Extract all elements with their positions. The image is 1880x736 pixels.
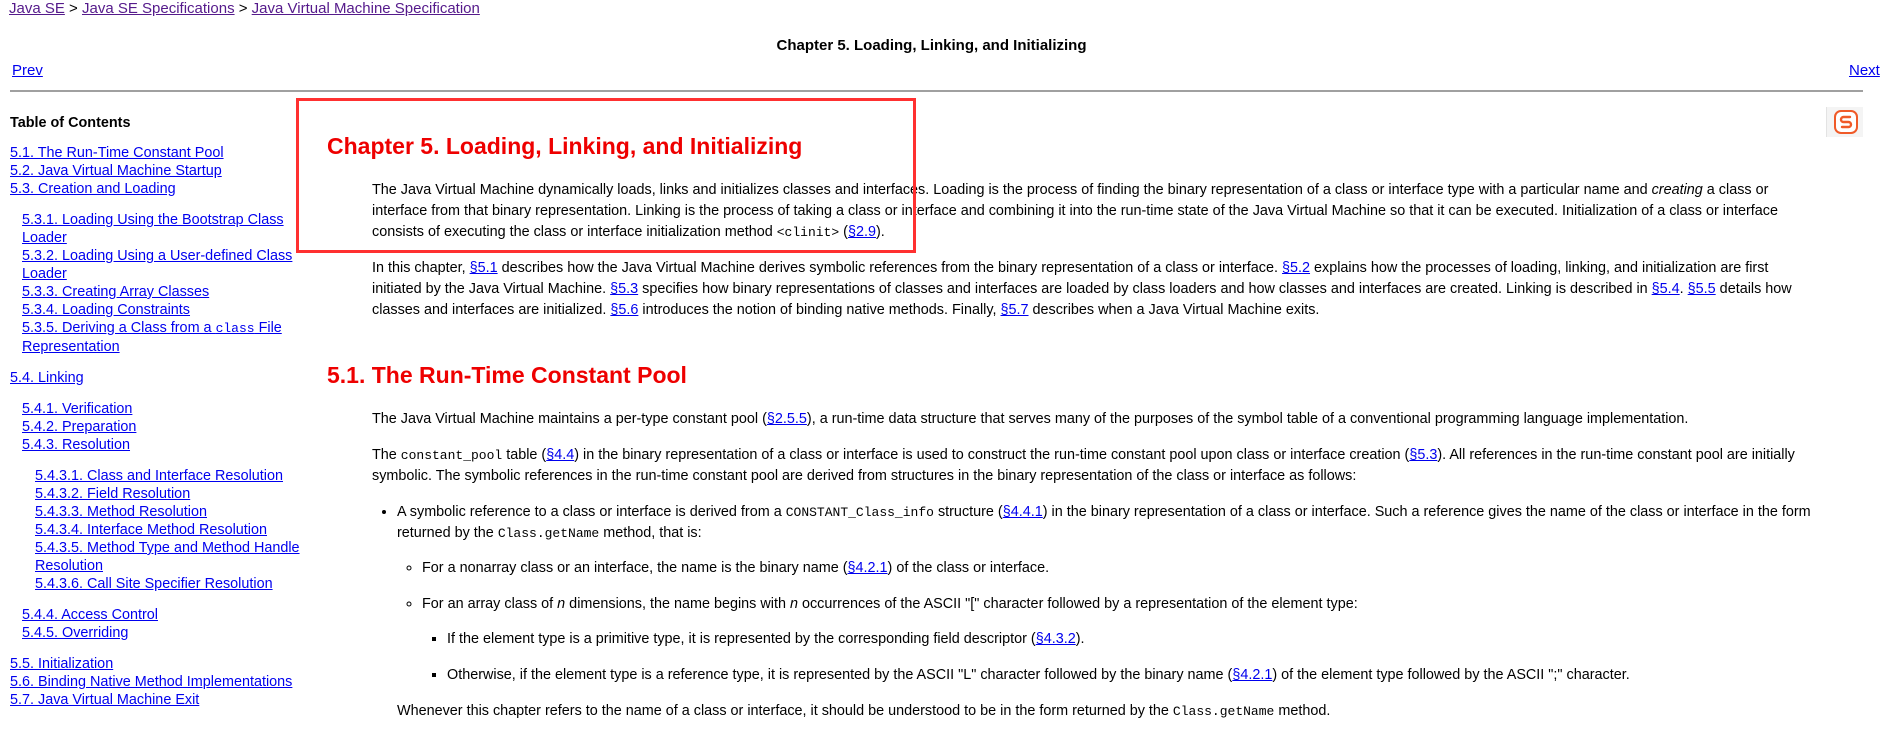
toc-item <box>22 301 310 319</box>
link-2-5-5[interactable]: §2.5.5 <box>766 411 807 427</box>
link-5-3[interactable]: §5.3 <box>1409 447 1438 463</box>
prev-link[interactable]: Prev <box>12 62 43 79</box>
text: ). All references in the run-time constant pool are initially symbolic. The symbolic references in the run-time constant pool are derived from structures in the binary representation of the class or interface as follows: <box>372 447 1795 484</box>
text: method, that is: <box>599 525 702 541</box>
link-5-7[interactable]: §5.7 <box>1000 302 1029 318</box>
toc-link-5-3-3[interactable]: 5.3.3. Creating Array Classes <box>22 284 210 300</box>
toc-item <box>22 436 310 593</box>
link-5-5[interactable]: §5.5 <box>1687 281 1716 297</box>
text: Whenever this chapter refers to the name of a class or interface, it should be understood to be in the form returned by the <box>397 703 1173 719</box>
text: For a nonarray class or an interface, the name is the binary name ( <box>422 560 848 576</box>
toc-link-5-1[interactable]: 5.1. The Run-Time Constant Pool <box>10 145 224 161</box>
toc-link-5-4-3-6[interactable]: 5.4.3.6. Call Site Specifier Resolution <box>35 576 273 592</box>
list-item <box>397 502 1817 686</box>
toc-link-5-4-4[interactable]: 5.4.4. Access Control <box>22 607 158 623</box>
toc-link-5-7[interactable]: 5.7. Java Virtual Machine Exit <box>10 692 200 708</box>
text: ). <box>875 224 885 240</box>
toc-sublist <box>22 467 310 593</box>
text: ) in the binary representation of a class or interface is used to construct the run-time constant pool upon class or interface creation ( <box>574 447 1410 463</box>
text: describes when a Java Virtual Machine exits. <box>1028 302 1320 318</box>
breadcrumb-separator: > <box>69 0 78 17</box>
link-5-4[interactable]: §5.4 <box>1651 281 1680 297</box>
text: explains how the processes of loading, linking, and initialization are first initiated by the Java Virtual Machine. <box>372 260 1769 297</box>
text: occurrences of the ASCII "[" character followed by a representation of the element type: <box>797 596 1358 612</box>
code-constant-pool: constant_pool <box>400 448 503 463</box>
toc-link-5-4-3-5[interactable]: 5.4.3.5. Method Type and Method Handle Resolution <box>35 540 300 574</box>
text: table ( <box>502 447 547 463</box>
text: specifies how binary representations of classes and interfaces are loaded by class loaders and how classes and interfaces are created. Linking is described in <box>638 281 1652 297</box>
highlight-box <box>296 98 916 253</box>
toc-item <box>10 180 310 356</box>
link-4-3-2[interactable]: §4.3.2 <box>1035 631 1076 647</box>
link-4-4-1[interactable]: §4.4.1 <box>1002 504 1043 520</box>
constant-pool-paragraph <box>372 409 1817 430</box>
link-4-4[interactable]: §4.4 <box>546 447 575 463</box>
toc-item <box>35 539 310 575</box>
toc-item <box>22 247 310 283</box>
list-item <box>422 558 1817 579</box>
text: If the element type is a primitive type, it is represented by the corresponding field descriptor ( <box>447 631 1036 647</box>
link-5-2[interactable]: §5.2 <box>1282 260 1311 276</box>
list-item <box>447 665 1817 686</box>
text: ), a run-time data structure that serves many of the purposes of the symbol table of a conventional programming language implementation. <box>806 411 1689 427</box>
toc-link-5-4-5[interactable]: 5.4.5. Overriding <box>22 625 129 641</box>
header-divider <box>10 90 1863 92</box>
chapter-heading: Chapter 5. Loading, Linking, and Initializing <box>327 133 803 159</box>
name-form-note <box>397 701 1817 722</box>
toc-link-5-4-1[interactable]: 5.4.1. Verification <box>22 401 133 417</box>
text: dimensions, the name begins with <box>565 596 790 612</box>
breadcrumb-java-se-specifications[interactable]: Java SE Specifications <box>81 0 235 17</box>
toc-item <box>22 418 310 436</box>
constant-pool-table-paragraph <box>372 445 1817 487</box>
toc-item <box>35 467 310 485</box>
toc-link-5-3[interactable]: 5.3. Creation and Loading <box>10 181 176 197</box>
code-class-getname: Class.getName <box>497 526 600 541</box>
text: method. <box>1274 703 1331 719</box>
next-link[interactable]: Next <box>1849 62 1880 79</box>
toc-item <box>10 369 310 642</box>
link-5-3[interactable]: §5.3 <box>610 281 639 297</box>
toc-link-5-4[interactable]: 5.4. Linking <box>10 370 84 386</box>
sogou-s-icon <box>1834 110 1858 134</box>
toc-link-5-4-3[interactable]: 5.4.3. Resolution <box>22 437 131 453</box>
text: A symbolic reference to a class or interface is derived from a <box>397 504 786 520</box>
toc-item <box>10 144 310 162</box>
list-item <box>422 594 1817 686</box>
toc-item <box>35 575 310 593</box>
name-form-list <box>397 558 1817 686</box>
toc-item <box>10 162 310 180</box>
text: In this chapter, <box>372 260 470 276</box>
toc-link-5-4-2[interactable]: 5.4.2. Preparation <box>22 419 137 435</box>
toc-item <box>22 319 310 356</box>
code-class-getname: Class.getName <box>1172 704 1275 719</box>
toc-item <box>10 673 310 691</box>
link-5-6[interactable]: §5.6 <box>610 302 639 318</box>
text: ) in the binary representation of a class or interface. Such a reference gives the name of the class or interface in the form returned by the <box>397 504 1811 541</box>
table-of-contents <box>10 114 310 709</box>
toc-link-5-4-3-4[interactable]: 5.4.3.4. Interface Method Resolution <box>35 522 267 538</box>
section-heading-5-1: 5.1. The Run-Time Constant Pool <box>327 362 687 388</box>
text: . <box>1679 281 1688 297</box>
list-item <box>447 629 1817 650</box>
link-5-1[interactable]: §5.1 <box>469 260 498 276</box>
toc-link-5-4-3-3[interactable]: 5.4.3.3. Method Resolution <box>35 504 207 520</box>
toc-item <box>10 655 310 673</box>
toc-link-text: 5.3.5. Deriving a Class from a <box>22 320 216 336</box>
text: ) of the class or interface. <box>887 560 1050 576</box>
toc-item <box>10 691 310 709</box>
toc-item <box>35 485 310 503</box>
breadcrumb <box>9 0 480 18</box>
toc-item <box>22 283 310 301</box>
text: ( <box>839 224 848 240</box>
toc-link-5-2[interactable]: 5.2. Java Virtual Machine Startup <box>10 163 222 179</box>
text: introduces the notion of binding native methods. Finally, <box>638 302 1001 318</box>
toc-title: Table of Contents <box>10 115 131 131</box>
link-4-2-1[interactable]: §4.2.1 <box>1232 667 1273 683</box>
text: The <box>372 447 401 463</box>
toc-list <box>10 144 310 709</box>
text: describes how the Java Virtual Machine derives symbolic references from the binary representation of a class or interface. <box>497 260 1283 276</box>
text: ). <box>1075 631 1085 647</box>
emphasis: creating <box>1651 182 1703 198</box>
toc-sublist <box>10 211 310 356</box>
toc-link-5-3-1[interactable]: 5.3.1. Loading Using the Bootstrap Class Loader <box>22 212 284 246</box>
toc-link-5-3-2[interactable]: 5.3.2. Loading Using a User-defined Class Loader <box>22 248 293 282</box>
text: For an array class of <box>422 596 558 612</box>
text: Otherwise, if the element type is a reference type, it is represented by the ASCII "L" character followed by the binary name ( <box>447 667 1233 683</box>
text: The Java Virtual Machine maintains a per-type constant pool ( <box>372 411 767 427</box>
symbolic-reference-list <box>372 502 1817 686</box>
toc-sublist <box>10 400 310 642</box>
page-title: Chapter 5. Loading, Linking, and Initializing <box>776 37 1087 54</box>
list-item-text <box>397 502 1817 544</box>
text: a class or interface from that binary representation. Linking is the process of taking a class or interface and combining it into the run-time state of the Java Virtual Machine so that it can be executed. Initialization of a class or interface consists of executing the class or interface initialization method <box>372 182 1778 240</box>
text: details how classes and interfaces are initialized. <box>372 281 1792 318</box>
toc-item <box>22 400 310 418</box>
text: ) of the element type followed by the ASCII ";" character. <box>1272 667 1630 683</box>
toc-item <box>35 503 310 521</box>
emphasis: n <box>789 596 798 612</box>
toc-item <box>35 521 310 539</box>
text: The Java Virtual Machine dynamically loads, links and initializes classes and interfaces. Loading is the process of finding the binary representation of a class or interface type with a particular name and <box>372 182 1652 198</box>
toc-link-5-4-3-2[interactable]: 5.4.3.2. Field Resolution <box>35 486 191 502</box>
element-type-list <box>422 629 1817 686</box>
breadcrumb-java-se[interactable]: Java SE <box>9 0 65 17</box>
toc-link-5-5[interactable]: 5.5. Initialization <box>10 656 114 672</box>
overview-paragraph <box>372 258 1817 321</box>
toc-item <box>22 624 310 642</box>
link-4-2-1[interactable]: §4.2.1 <box>847 560 888 576</box>
sidebar-tool-button[interactable] <box>1826 107 1863 137</box>
toc-item <box>22 606 310 624</box>
toc-link-5-4-3-1[interactable]: 5.4.3.1. Class and Interface Resolution <box>35 468 283 484</box>
text: structure ( <box>933 504 1003 520</box>
link-2-9[interactable]: §2.9 <box>847 224 876 240</box>
toc-link-5-6[interactable]: 5.6. Binding Native Method Implementations <box>10 674 293 690</box>
toc-link-text: File Representation <box>22 320 282 355</box>
toc-link-code: class <box>215 321 255 336</box>
toc-link-5-3-5[interactable] <box>22 320 282 355</box>
toc-link-5-3-4[interactable]: 5.3.4. Loading Constraints <box>22 302 191 318</box>
toc-item <box>22 211 310 247</box>
code-clinit: <clinit> <box>776 225 840 240</box>
breadcrumb-jvm-specification[interactable]: Java Virtual Machine Specification <box>251 0 480 17</box>
code-constant-class-info: CONSTANT_Class_info <box>785 505 934 520</box>
emphasis: n <box>557 596 566 612</box>
breadcrumb-separator: > <box>238 0 248 17</box>
